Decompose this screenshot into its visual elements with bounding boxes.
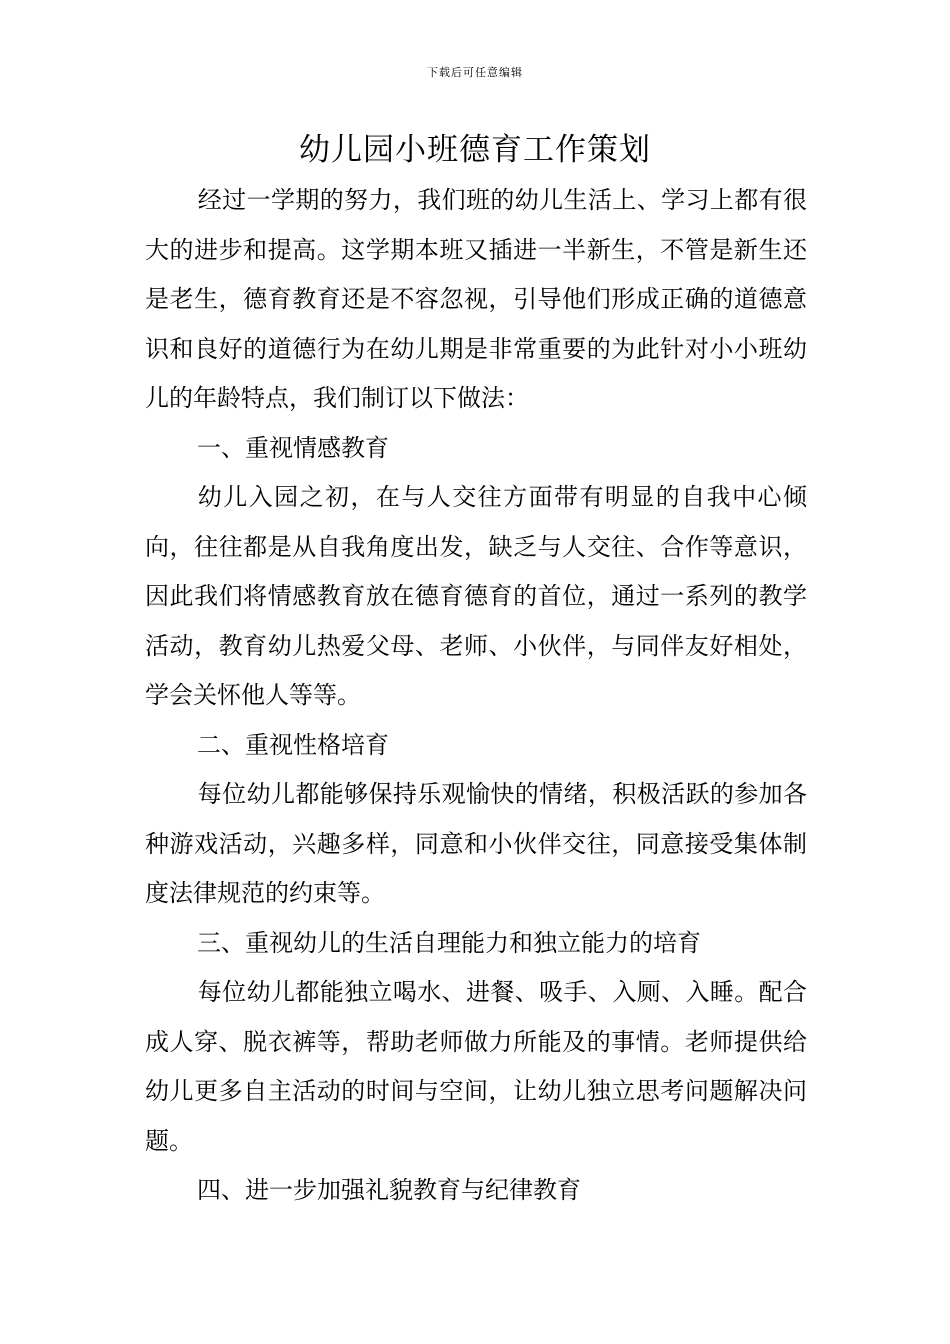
paragraph-section-1: 幼儿入园之初，在与人交往方面带有明显的自我中心倾向，往往都是从自我角度出发，缺乏与人交往、合作等意识，因此我们将情感教育放在德育德育的首位，通过一系列的教学活动，教育幼儿热爱父母、老师、小伙伴，与同伴友好相处，学会关怀他人等等。: [145, 483, 807, 709]
section-heading-3: 三、重视幼儿的生活自理能力和独立能力的培育: [197, 928, 701, 957]
section-heading-1: 一、重视情感教育: [197, 433, 389, 462]
section-heading-2: 二、重视性格培育: [197, 730, 389, 759]
document-body: [145, 176, 807, 1216]
document-title: 幼儿园小班德育工作策划: [299, 132, 651, 168]
header-note: 下载后可任意编辑: [427, 66, 523, 79]
section-heading-4: 四、进一步加强礼貌教育与纪律教育: [197, 1176, 581, 1204]
paragraph-section-3: 每位幼儿都能独立喝水、进餐、吸手、入厕、入睡。配合成人穿、脱衣裤等，帮助老师做力所能及的事情。老师提供给幼儿更多自主活动的时间与空间，让幼儿独立思考问题解决问题。: [145, 978, 807, 1155]
paragraph-intro: 经过一学期的努力，我们班的幼儿生活上、学习上都有很大的进步和提高。这学期本班又插进一半新生，不管是新生还是老生，德育教育还是不容忽视，引导他们形成正确的道德意识和良好的道德行为在幼儿期是非常重要的为此针对小小班幼儿的年龄特点，我们制订以下做法：: [145, 186, 807, 412]
paragraph-section-2: 每位幼儿都能够保持乐观愉快的情绪，积极活跃的参加各种游戏活动，兴趣多样，同意和小伙伴交往，同意接受集体制度法律规范的约束等。: [145, 780, 807, 907]
